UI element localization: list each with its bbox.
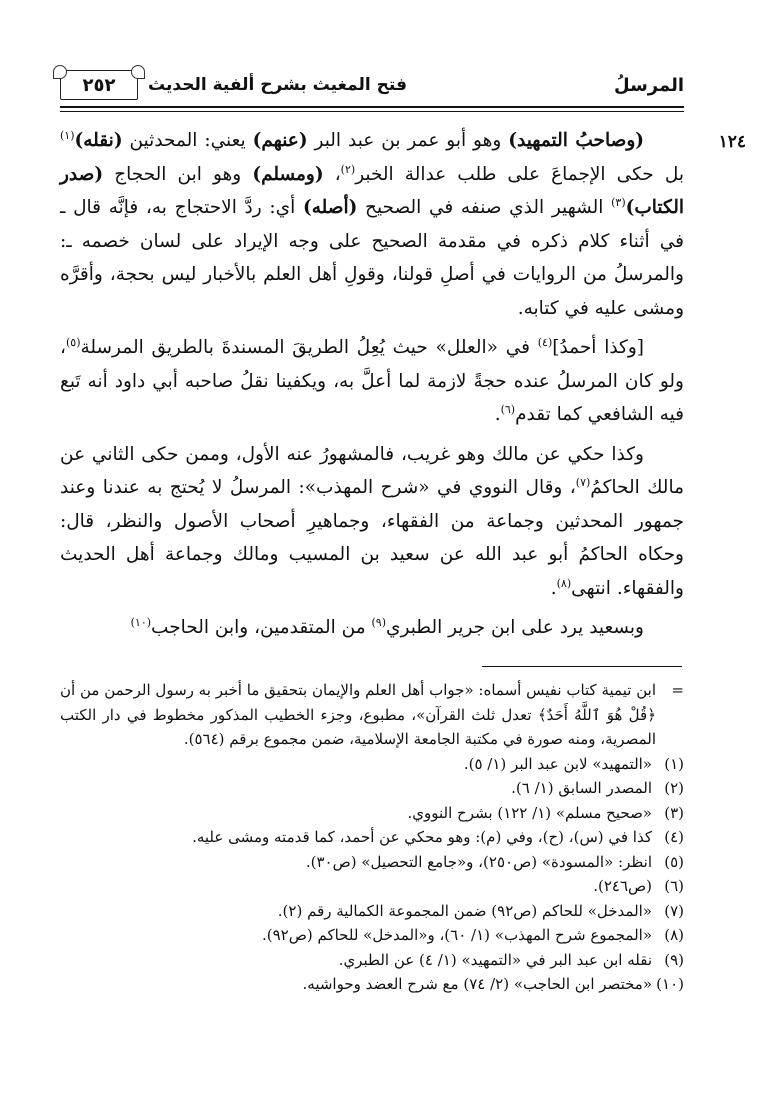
footnote-number: (٣) (664, 803, 684, 822)
footnote-number: (٥) (664, 852, 684, 871)
text-run: [وكذا أحمدُ] (552, 337, 644, 358)
footnote-continuation (60, 678, 684, 752)
margin-number: ١٢٤ (718, 132, 746, 152)
bold-term: (أصله) (302, 197, 358, 218)
chapter-title: المرسلُ (614, 74, 684, 96)
footnotes (60, 678, 684, 997)
footnote-ref[interactable]: (٢) (340, 162, 356, 176)
footnote-item (60, 752, 684, 777)
main-text (60, 124, 684, 651)
text-run: وهو ابن الحجاج (103, 163, 253, 185)
text-run: ، ولو كان المرسلُ عنده حجةً لازمة لما أعلَّ به، ويكفينا نقلُ صاحبه أبي داود أنه تَبع فيه الشافعي كما تقدم (60, 337, 684, 425)
footnote-number: (٨) (664, 926, 684, 944)
page-number: ٢٥٢ (60, 70, 138, 100)
bold-term: (نقله) (74, 130, 123, 151)
footnote-number: (١٠) (656, 975, 684, 993)
bold-term: (صدر الكتاب) (60, 163, 684, 218)
text-run: بل حكى الإجماعَ على طلب عدالة الخبر (355, 163, 684, 185)
footnote-item (60, 899, 684, 924)
header-rule (60, 106, 684, 112)
book-title: فتح المغيث بشرح ألفية الحديث (148, 75, 408, 95)
footnote-ref[interactable]: (١) (60, 128, 75, 142)
footnote-item (60, 972, 684, 997)
running-header (60, 66, 684, 104)
bold-term: (وصاحبُ التمهيد) (508, 130, 644, 151)
footnote-number: (٢) (664, 779, 684, 797)
footnote-ref[interactable]: (١٠) (130, 615, 152, 629)
continuation-mark: = (671, 681, 684, 699)
footnote-item (60, 825, 684, 850)
text-run: وكذا حكي عن مالك وهو غريب، فالمشهورُ عنه الأول، وممن حكى الثاني عن مالك الحاكمُ (60, 443, 684, 498)
footnote-text: «التمهيد» لابن عبد البر (١/ ٥). (463, 754, 652, 773)
footnote-text: نقله ابن عبد البر في «التمهيد» (١/ ٤) عن الطبري. (338, 950, 652, 969)
footnote-item (60, 874, 684, 899)
footnote-item (60, 801, 684, 826)
paragraph-1 (60, 124, 684, 325)
footnote-ref[interactable]: (٩) (371, 615, 387, 629)
text-run: . (494, 404, 501, 425)
paragraph-2 (60, 331, 684, 432)
paragraph-3 (60, 438, 684, 606)
footnote-ref[interactable]: (٥) (65, 335, 81, 349)
footnote-ref[interactable]: (٧) (575, 475, 591, 489)
text-run: ، وقال النووي في «شرح المهذب»: المرسلُ لا يُحتج به عندنا وعند جمهور المحدثين وجماعة من الفقهاء، وجماهيرِ أصحاب الأصول والنظر، قال: وحكاه الحاكمُ أبو عبد الله عن سعيد بن المسيب ومالك وجماعة أهل الحديث والفقهاء. انتهى (60, 477, 684, 599)
text-run: وبسعيد يرد على ابن جرير الطبري (386, 617, 644, 638)
footnote-ref[interactable]: (٣) (611, 195, 626, 209)
footnote-item (60, 776, 684, 801)
footnote-item (60, 948, 684, 973)
footnote-text: (ص٢٤٦). (593, 877, 652, 895)
bold-term: (ومسلم) (252, 163, 324, 185)
footnote-number: (٦) (664, 877, 684, 895)
footnote-number: (٧) (664, 901, 684, 920)
text-run: من المتقدمين، وابن الحاجب (151, 617, 372, 638)
footnote-text: «صحيح مسلم» (١/ ١٢٢) بشرح النووي. (407, 803, 652, 822)
text-run: يعني: المحدثين (122, 130, 253, 151)
text-run: . (550, 577, 557, 599)
continuation-text: ابن تيمية كتاب نفيس أسماه: «جواب أهل العلم والإيمان بتحقيق ما أخبر به رسول الرحمن من أن ﴿قُلْ هُوَ ٱللَّهُ أَحَدٌ﴾ تعدل ثلث القرآن»، مطبوع، وجزء الخطيب المذكور مخطوط في دار الكتب المصرية، ومنه صورة في مكتبة الجامعة الإسلامية، ضمن مجموع برقم (٥٦٤). (60, 681, 657, 748)
bold-term: (عنهم) (252, 130, 308, 151)
footnote-text: انظر: «المسودة» (ص٢٥٠)، و«جامع التحصيل» (ص٣٠). (305, 852, 652, 871)
footnote-ref[interactable]: (٤) (537, 335, 553, 349)
text-run: في «العلل» حيث يُعِلُ الطريقَ المسندةَ بالطريق المرسلة (80, 337, 538, 358)
text-run: ، (323, 163, 341, 185)
paragraph-4 (60, 611, 684, 645)
footnote-separator (482, 666, 682, 667)
footnote-ref[interactable]: (٦) (500, 402, 516, 416)
footnote-item (60, 850, 684, 875)
footnote-text: «المدخل» للحاكم (ص٩٢) ضمن المجموعة الكمالية رقم (٢). (277, 901, 652, 920)
footnote-text: المصدر السابق (١/ ٦). (511, 779, 652, 797)
footnote-number: (١) (664, 754, 684, 773)
footnote-text: «المجموع شرح المهذب» (١/ ٦٠)، و«المدخل» للحاكم (ص٩٢). (261, 926, 652, 944)
text-run: أي: ردَّ الاحتجاج به، فإنَّه قال ـ في أثناء كلام ذكره في مقدمة الصحيح على وجه الإيراد على لسان خصمه ـ: والمرسلُ من الروايات في أصلِ قولنا، وقولِ أهل العلم بالأخبار ليس بحجة، وأقرَّه ومشى عليه في كتابه. (60, 197, 684, 319)
footnote-item (60, 923, 684, 948)
text-run: الشهير الذي صنفه في الصحيح (357, 197, 612, 218)
header-left-group (60, 70, 407, 100)
footnote-number: (٤) (664, 828, 684, 846)
footnote-text: «مختصر ابن الحاجب» (٢/ ٧٤) مع شرح العضد وحواشيه. (302, 975, 652, 993)
footnote-ref[interactable]: (٨) (556, 576, 572, 590)
footnote-text: كذا في (س)، (ح)، وفي (م): وهو محكي عن أحمد، كما قدمته ومشى عليه. (192, 828, 652, 846)
text-run: وهو أبو عمر بن عبد البر (307, 130, 509, 151)
footnote-number: (٩) (664, 950, 684, 969)
